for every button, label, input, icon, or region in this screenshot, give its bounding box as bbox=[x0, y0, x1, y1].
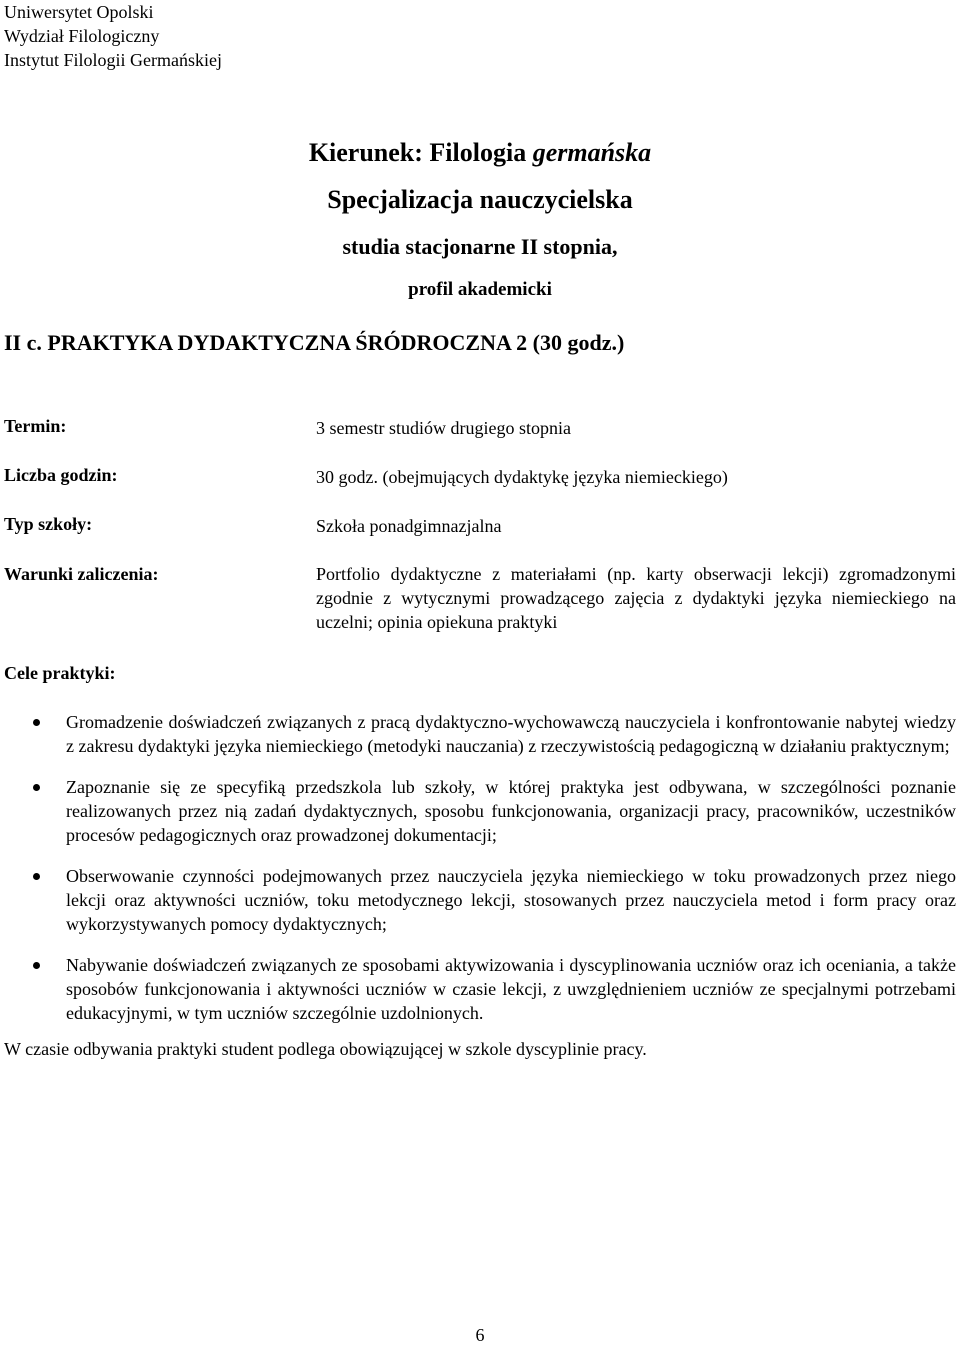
detail-label-term: Termin: bbox=[4, 416, 67, 436]
bullet-icon bbox=[33, 719, 40, 726]
detail-value-school-type: Szkoła ponadgimnazjalna bbox=[316, 516, 502, 536]
institution-header bbox=[4, 0, 222, 72]
detail-value-hours: 30 godz. (obejmujących dydaktykę języka niemieckiego) bbox=[316, 467, 728, 487]
goal-text: Obserwowanie czynności podejmowanych przez nauczyciela języka niemieckiego w toku prowadzonych przez niego lekcji oraz aktywności uczniów, toku metodycznego lekcji, stosowanych przez nauczyciela metod i form pracy oraz wykorzystywanych pomocy dydaktycznych; bbox=[66, 866, 956, 934]
goal-text: Gromadzenie doświadczeń związanych z pracą dydaktyczno-wychowawczą nauczyciela i konfrontowanie nabytej wiedzy z zakresu dydaktyki języka niemieckiego (metodyki nauczania) z rzeczywistością pedagogiczną w działaniu praktycznym; bbox=[66, 712, 956, 756]
direction-italic: germańska bbox=[532, 138, 652, 167]
direction-prefix: Kierunek: Filologia bbox=[308, 138, 533, 167]
goal-text: Nabywanie doświadczeń związanych ze sposobami aktywizowania i dyscyplinowania uczniów oraz ich oceniania, a także sposobów funkcjonowania i aktywności uczniów w czasie lekcji, z uwzględnieniem uczniów ze specjalnymi potrzebami edukacyjnymi, w tym uczniów szczególnie uzdolnionych. bbox=[66, 955, 956, 1023]
specialization-title: Specjalizacja nauczycielska bbox=[327, 185, 633, 214]
page-number: 6 bbox=[475, 1325, 485, 1345]
direction-title bbox=[0, 138, 960, 168]
detail-label-school-type: Typ szkoły: bbox=[4, 514, 93, 534]
detail-value-completion: Portfolio dydaktyczne z materiałami (np. karty obserwacji lekcji) zgromadzonymi zgodnie z wytycznymi prowadzącego zajęcia z dydaktyki języka niemieckiego na uczelni; opinia opiekuna praktyki bbox=[316, 564, 956, 632]
goals-list bbox=[0, 710, 960, 1025]
detail-value-term: 3 semestr studiów drugiego stopnia bbox=[316, 418, 571, 438]
goal-text: Zapoznanie się ze specyfiką przedszkola lub szkoły, w której praktyka jest odbywana, w szczególności poznanie realizowanych przez nią zadań dydaktycznych, sposobu funkcjonowania, organizacji pracy, pracowników, uczestników procesów pedagogicznych oraz prowadzonej dokumentacji; bbox=[66, 777, 956, 845]
detail-label-completion: Warunki zaliczenia: bbox=[4, 564, 159, 584]
goals-label: Cele praktyki: bbox=[4, 663, 116, 683]
profile: profil akademicki bbox=[408, 279, 552, 300]
goal-item bbox=[0, 953, 960, 1025]
institute-name: Instytut Filologii Germańskiej bbox=[4, 50, 222, 70]
bullet-icon bbox=[33, 873, 40, 880]
goal-item bbox=[0, 710, 960, 758]
bullet-icon bbox=[33, 962, 40, 969]
faculty-name: Wydział Filologiczny bbox=[4, 26, 160, 46]
study-mode: studia stacjonarne II stopnia, bbox=[342, 234, 618, 259]
goal-item bbox=[0, 864, 960, 936]
detail-label-hours: Liczba godzin: bbox=[4, 465, 118, 485]
goal-item bbox=[0, 775, 960, 847]
section-title: II c. PRAKTYKA DYDAKTYCZNA ŚRÓDROCZNA 2 (30 godz.) bbox=[4, 330, 625, 355]
bullet-icon bbox=[33, 784, 40, 791]
university-name: Uniwersytet Opolski bbox=[4, 2, 154, 22]
closing-note: W czasie odbywania praktyki student podlega obowiązującej w szkole dyscyplinie pracy. bbox=[4, 1039, 647, 1059]
